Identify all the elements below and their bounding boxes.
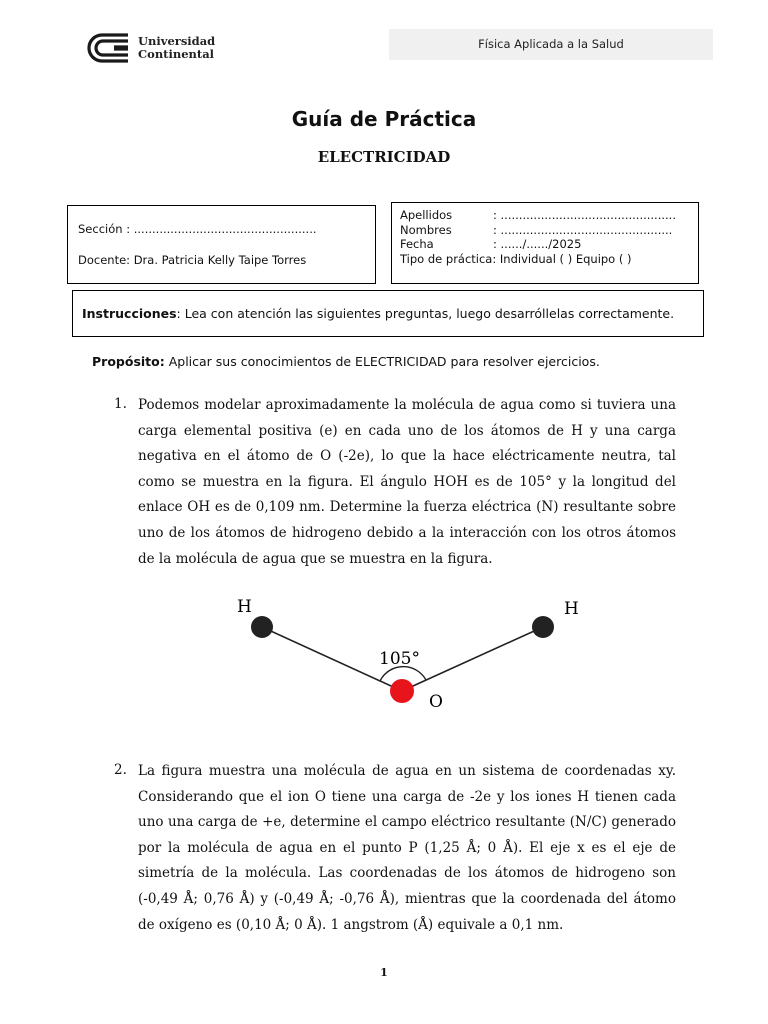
purpose-text: Propósito: Aplicar sus conocimientos de ELECTRICIDAD para resolver ejercicios. [92,354,600,369]
instructions-text: Instrucciones: Lea con atención las siguientes preguntas, luego desarróllelas correctamente. [82,306,675,321]
instructions-box [72,290,704,337]
course-header-box [389,29,713,60]
oxygen-label: O [429,692,443,712]
section-teacher-box [67,205,376,284]
question-1-text: Podemos modelar aproximadamente la molécula de agua como si tuviera una carga elemental positiva (e) en cada uno de los átomos de H y una carga negativa en el átomo de O (-2e), lo que la hace eléctricamente neutra, tal como se muestra en la figura. El ángulo HOH es de 105° y la longitud del enlace OH es de 0,109 nm. Determine la fuerza eléctrica (N) resultante sobre uno de los átomos de hidrogeno debido a la interacción con los otros átomos de la molécula de agua que se muestra en la figura. [138,397,676,567]
teacher-field: Docente: Dra. Patricia Kelly Taipe Torres [78,253,307,267]
oxygen-atom [390,679,414,703]
course-name: Física Aplicada a la Salud [478,37,624,51]
section-field: Sección : .................................................. [78,222,317,236]
angle-label: 105° [379,649,420,669]
hydrogen-atom-left [251,616,273,638]
page-subtitle: ELECTRICIDAD [317,148,451,166]
question-2-text: La figura muestra una molécula de agua en un sistema de coordenadas xy. Considerando que el ion O tiene una carga de -2e y los iones H tienen cada uno una carga de +e, determine el campo eléctrico resultante (N/C) generado por la molécula de agua en el punto P (1,25 Å; 0 Å). El eje x es el eje de simetría de la molécula. Las coordenadas de los átomos de hidrogeno son (-0,49 Å; 0,76 Å) y (-0,49 Å; -0,76 Å), mientras que la coordenada del átomo de oxígeno es (0,10 Å; 0 Å). 1 angstrom (Å) equivale a 0,1 nm. [138,763,676,933]
date-row: Fecha : ....../....../2025 [400,237,582,251]
bond-right [402,627,543,691]
practice-type-row: Tipo de práctica: Individual ( ) Equipo ( ) [400,251,632,266]
surname-row: Apellidos : ................................................ [400,208,676,222]
logo-line-1: Universidad [138,34,216,48]
question-2-number: 2. [114,762,127,778]
hydrogen-label-left: H [237,597,252,617]
name-row: Nombres : ............................................... [400,222,673,237]
hydrogen-atom-right [532,616,554,638]
water-molecule-figure [230,590,590,720]
hydrogen-label-right: H [564,599,579,619]
question-1-number: 1. [114,396,127,412]
page-number: 1 [380,966,388,979]
student-info-box [391,202,699,284]
university-name [138,35,215,61]
logo-line-2: Continental [138,47,215,61]
page-title: Guía de Práctica [291,107,477,131]
